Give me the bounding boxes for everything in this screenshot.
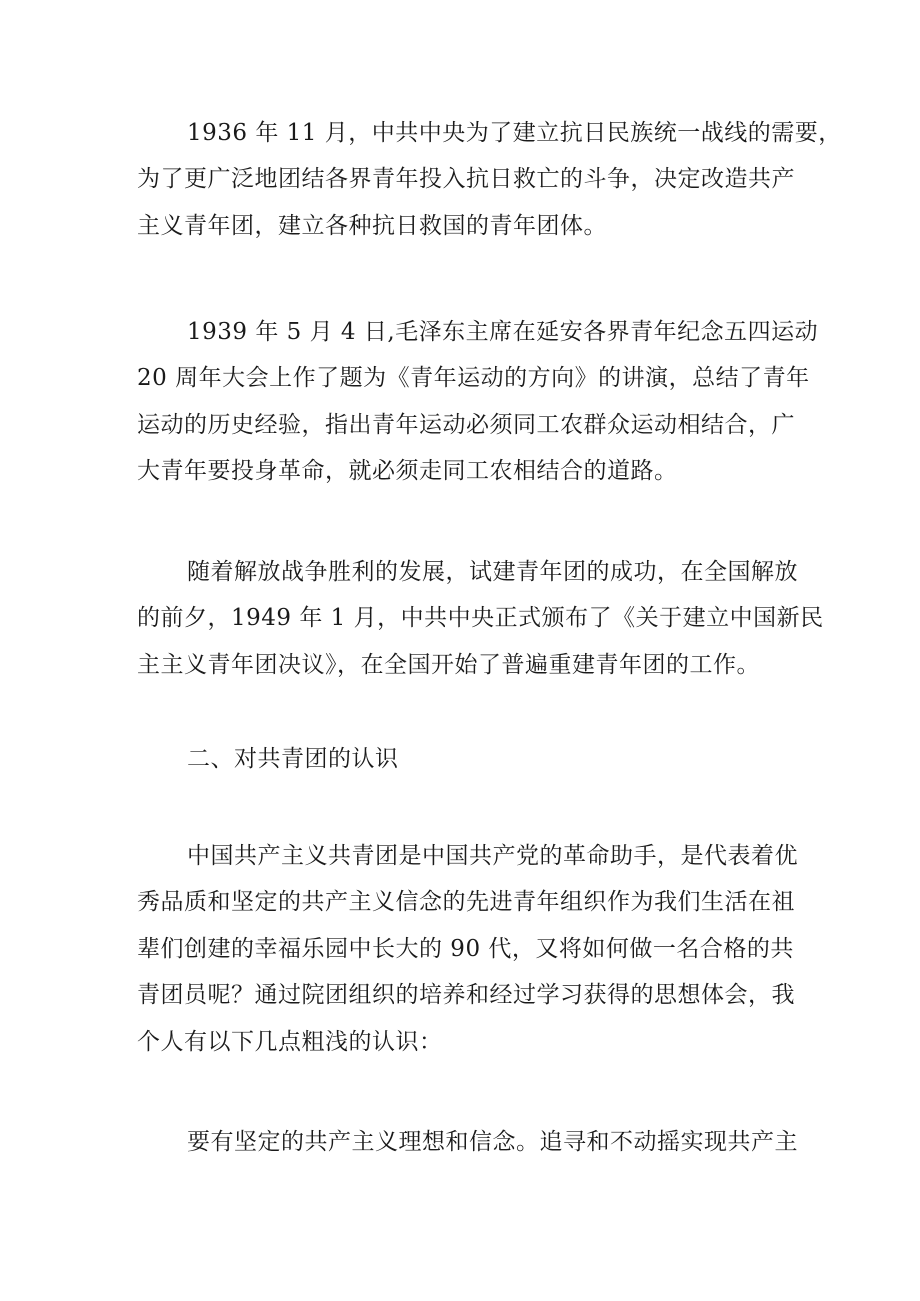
paragraph-2-line-1: 1939 年 5 月 4 日,毛泽东主席在延安各界青年纪念五四运动 [187,319,819,345]
paragraph-2-line-2: 20 周年大会上作了题为《青年运动的方向》的讲演，总结了青年 [137,365,810,391]
paragraph-2-line-3: 运动的历史经验，指出青年运动必须同工农群众运动相结合，广 [137,412,795,438]
paragraph-4-line-3: 辈们创建的幸福乐园中长大的 90 代，又将如何做一名合格的共 [137,936,794,962]
paragraph-1-line-3: 主义青年团，建立各种抗日救国的青年团体。 [137,213,607,239]
paragraph-4-line-5: 个人有以下几点粗浅的认识： [137,1029,443,1055]
paragraph-4-line-1: 中国共产主义共青团是中国共产党的革命助手，是代表着优 [187,843,798,869]
paragraph-1-line-1: 1936 年 11 月，中共中央为了建立抗日民族统一战线的需要， [187,120,842,146]
paragraph-5-line-1: 要有坚定的共产主义理想和信念。追寻和不动摇实现共产主 [187,1129,798,1155]
paragraph-4-line-2: 秀品质和坚定的共产主义信念的先进青年组织作为我们生活在祖 [137,889,795,915]
paragraph-2-line-4: 大青年要投身革命，就必须走同工农相结合的道路。 [137,458,678,484]
paragraph-3-line-1: 随着解放战争胜利的发展，试建青年团的成功，在全国解放 [187,559,798,585]
paragraph-3-line-2: 的前夕，1949 年 1 月，中共中央正式颁布了《关于建立中国新民 [137,605,824,631]
paragraph-1-line-2: 为了更广泛地团结各界青年投入抗日救亡的斗争，决定改造共产 [137,166,795,192]
paragraph-4-line-4: 青团员呢？通过院团组织的培养和经过学习获得的思想体会，我 [137,982,795,1008]
paragraph-3-line-3: 主主义青年团决议》，在全国开始了普遍重建青年团的工作。 [137,652,760,678]
section-heading: 二、对共青团的认识 [187,746,399,772]
